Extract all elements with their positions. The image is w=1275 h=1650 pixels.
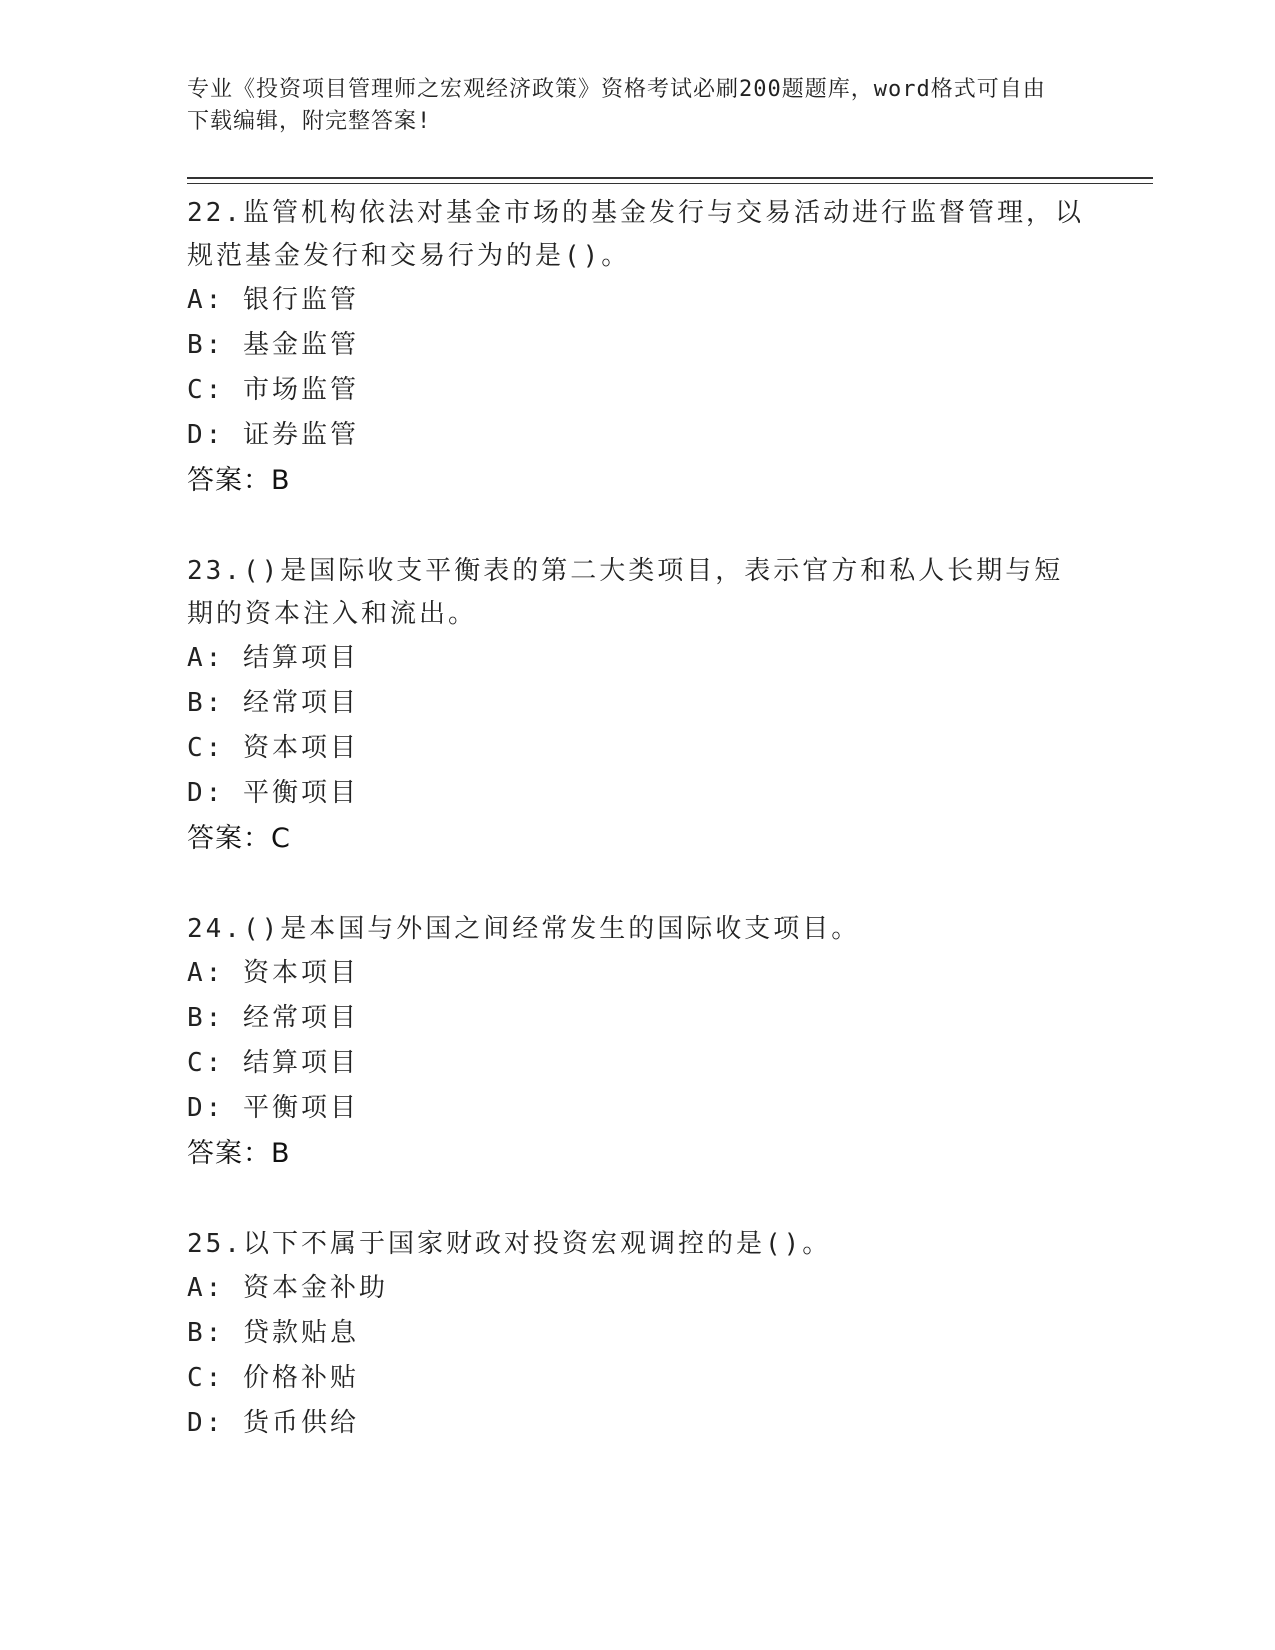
- option-b: B: 贷款贴息: [187, 1318, 359, 1348]
- question-22: [187, 190, 1087, 504]
- question-spacer: [187, 862, 1087, 906]
- question-stem: 23.()是国际收支平衡表的第二大类项目，表示官方和私人长期与短期的资本注入和流出。: [187, 556, 1064, 629]
- question-24: [187, 906, 1087, 1177]
- question-stem: 25.以下不属于国家财政对投资宏观调控的是()。: [187, 1229, 832, 1259]
- option-a: A: 资本项目: [187, 958, 359, 988]
- question-stem: 22.监管机构依法对基金市场的基金发行与交易活动进行监督管理，以规范基金发行和交易行为的是()。: [187, 198, 1084, 271]
- question-spacer: [187, 1177, 1087, 1221]
- header-divider-thin: [187, 183, 1153, 184]
- question-list: [187, 190, 1087, 1446]
- question-stem: 24.()是本国与外国之间经常发生的国际收支项目。: [187, 914, 861, 944]
- answer-line: 答案：B: [187, 1138, 291, 1169]
- option-a: A: 资本金补助: [187, 1273, 388, 1303]
- option-d: D: 货币供给: [187, 1408, 359, 1438]
- option-c: C: 价格补贴: [187, 1363, 359, 1393]
- option-c: C: 结算项目: [187, 1048, 359, 1078]
- answer-line: 答案：B: [187, 465, 291, 496]
- option-d: D: 平衡项目: [187, 778, 359, 808]
- option-b: B: 经常项目: [187, 1003, 359, 1033]
- question-23: [187, 548, 1087, 862]
- option-c: C: 市场监管: [187, 375, 359, 405]
- header-divider: [187, 177, 1153, 179]
- document-header: 专业《投资项目管理师之宏观经济政策》资格考试必刷200题题库，word格式可自由下载编辑，附完整答案!: [187, 77, 1046, 134]
- option-a: A: 结算项目: [187, 643, 359, 673]
- question-spacer: [187, 504, 1087, 548]
- option-d: D: 证券监管: [187, 420, 359, 450]
- question-25: [187, 1221, 1087, 1446]
- answer-line: 答案：C: [187, 823, 291, 854]
- option-b: B: 基金监管: [187, 330, 359, 360]
- option-d: D: 平衡项目: [187, 1093, 359, 1123]
- option-a: A: 银行监管: [187, 285, 359, 315]
- option-c: C: 资本项目: [187, 733, 359, 763]
- option-b: B: 经常项目: [187, 688, 359, 718]
